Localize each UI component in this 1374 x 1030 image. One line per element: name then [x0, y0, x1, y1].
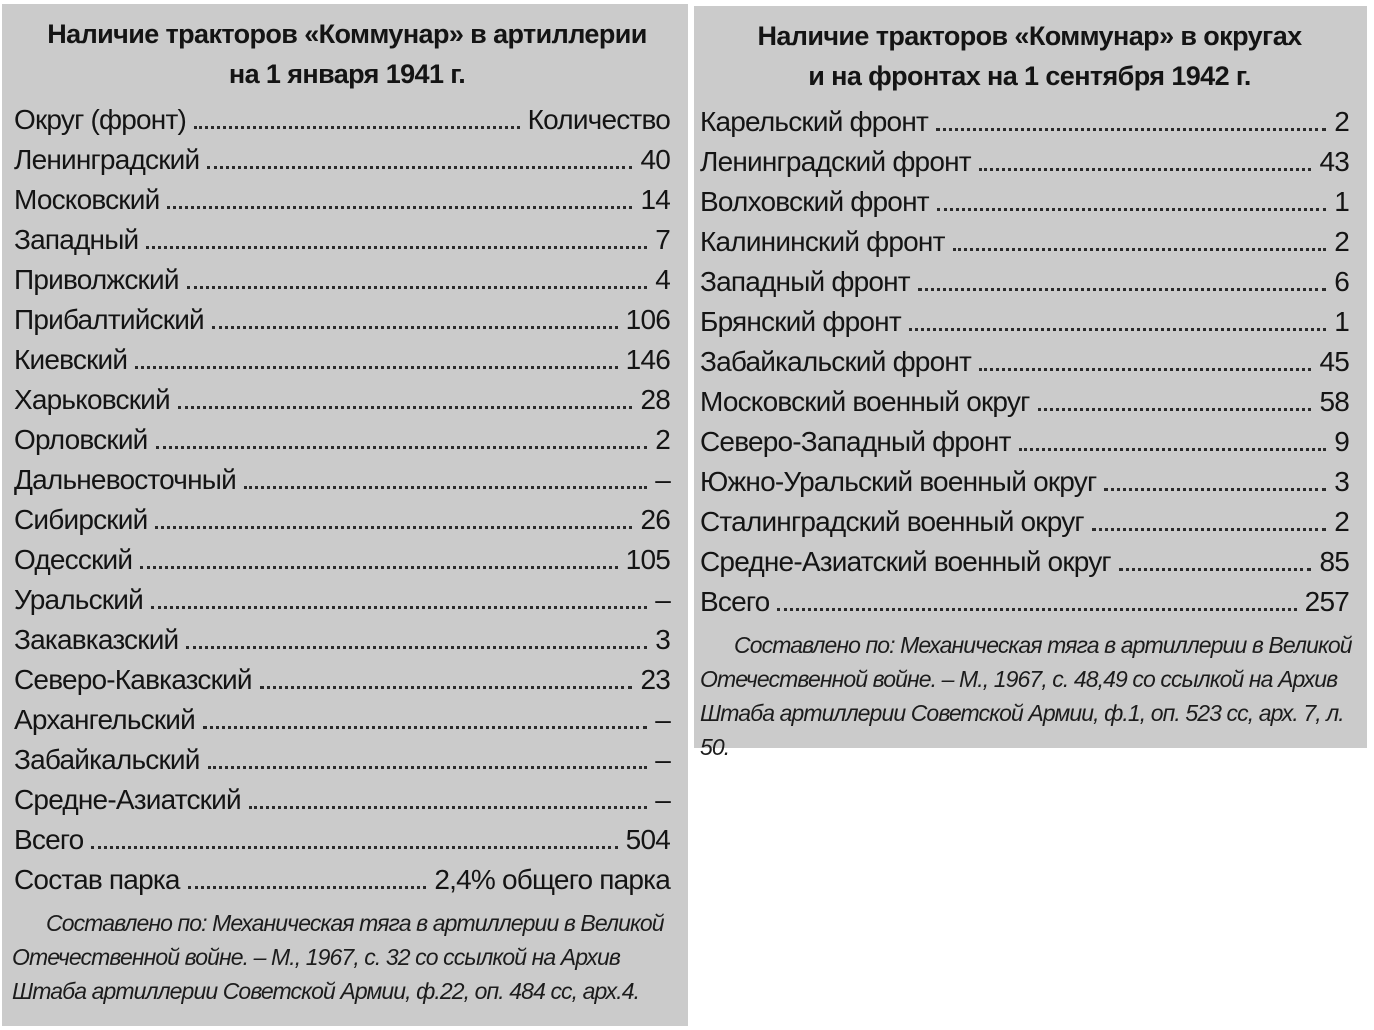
table-row	[700, 180, 1359, 220]
table-row	[14, 738, 680, 778]
table-row	[700, 420, 1359, 460]
dot-leader	[249, 806, 647, 809]
table-row	[700, 100, 1359, 140]
row-value: –	[655, 784, 670, 815]
dot-leader	[194, 126, 520, 129]
dot-leader	[187, 286, 648, 289]
row-label: Одесский	[14, 544, 133, 575]
table-row	[700, 300, 1359, 340]
row-value: 7	[655, 224, 670, 255]
table-row	[14, 178, 680, 218]
row-label: Волховский фронт	[700, 186, 929, 217]
table-row	[14, 98, 680, 138]
row-value: 45	[1319, 346, 1349, 377]
table-row	[700, 540, 1359, 580]
dot-leader	[186, 646, 647, 649]
row-value: 3	[655, 624, 670, 655]
dot-leader	[777, 608, 1296, 611]
row-value: 504	[625, 824, 670, 855]
dot-leader	[1104, 488, 1326, 491]
dot-leader	[909, 328, 1326, 331]
row-label: Забайкальский фронт	[700, 346, 972, 377]
row-value: 2	[655, 424, 670, 455]
row-label: Западный фронт	[700, 266, 910, 297]
row-value: 2	[1334, 506, 1349, 537]
left-table-source: Составлено по: Механическая тяга в артиллерии в Великой Отечественной войне. – М., 1967, с. 32 со ссылкой на Архив Штаба артиллерии Советской Армии, ф.22, оп. 484 сс, арх.4.	[12, 910, 664, 1004]
row-label: Харьковский	[14, 384, 170, 415]
dot-leader	[953, 248, 1327, 251]
dot-leader	[979, 368, 1311, 371]
row-label: Состав парка	[14, 864, 180, 895]
table-row	[14, 578, 680, 618]
table-row	[700, 460, 1359, 500]
table-row	[14, 258, 680, 298]
row-label: Киевский	[14, 344, 128, 375]
dot-leader	[203, 726, 647, 729]
row-value: 1	[1334, 186, 1349, 217]
table-row	[14, 458, 680, 498]
dot-leader	[155, 526, 632, 529]
dot-leader	[1038, 408, 1312, 411]
table-row	[14, 378, 680, 418]
row-value: –	[655, 704, 670, 735]
row-value: 28	[640, 384, 670, 415]
table-row	[14, 418, 680, 458]
row-value: 106	[625, 304, 670, 335]
table-row	[700, 260, 1359, 300]
row-value: 85	[1319, 546, 1349, 577]
row-value: 14	[640, 184, 670, 215]
table-row	[14, 218, 680, 258]
row-label: Всего	[14, 824, 84, 855]
row-label: Сталинградский военный округ	[700, 506, 1084, 537]
row-value: 257	[1304, 586, 1349, 617]
row-value: 2	[1334, 106, 1349, 137]
row-label: Московский	[14, 184, 160, 215]
dot-leader	[167, 206, 632, 209]
table-row	[700, 220, 1359, 260]
row-label: Дальневосточный	[14, 464, 236, 495]
left-table-title-line2: на 1 января 1941 г.	[228, 59, 466, 89]
row-label: Карельский фронт	[700, 106, 929, 137]
row-value: 105	[625, 544, 670, 575]
row-value: 2,4% общего парка	[434, 864, 670, 895]
row-value: 146	[625, 344, 670, 375]
dot-leader	[156, 446, 648, 449]
row-label: Брянский фронт	[700, 306, 901, 337]
row-value: 4	[655, 264, 670, 295]
row-label: Забайкальский	[14, 744, 200, 775]
table-row	[700, 380, 1359, 420]
table-row	[700, 140, 1359, 180]
row-value: 43	[1319, 146, 1349, 177]
row-label: Приволжский	[14, 264, 179, 295]
row-label: Сибирский	[14, 504, 148, 535]
table-row	[14, 818, 680, 858]
right-table-panel	[694, 6, 1367, 760]
table-row	[14, 298, 680, 338]
row-label: Всего	[700, 586, 770, 617]
dot-leader	[188, 886, 427, 889]
row-label: Прибалтийский	[14, 304, 204, 335]
row-value: –	[655, 584, 670, 615]
row-value: 23	[640, 664, 670, 695]
row-value: Количество	[527, 104, 670, 135]
table-row	[14, 858, 680, 898]
row-label: Северо-Западный фронт	[700, 426, 1011, 457]
row-label: Уральский	[14, 584, 143, 615]
dot-leader	[212, 326, 618, 329]
dot-leader	[244, 486, 647, 489]
table-row	[14, 618, 680, 658]
row-value: 1	[1334, 306, 1349, 337]
dot-leader	[1092, 528, 1326, 531]
dot-leader	[260, 686, 633, 689]
row-label: Средне-Азиатский военный округ	[700, 546, 1111, 577]
row-label: Средне-Азиатский	[14, 784, 241, 815]
row-label: Московский военный округ	[700, 386, 1030, 417]
row-label: Ленинградский	[14, 144, 200, 175]
dot-leader	[1019, 448, 1327, 451]
left-table-rows	[14, 98, 680, 898]
row-value: 40	[640, 144, 670, 175]
row-label: Округ (фронт)	[14, 104, 186, 135]
table-row	[14, 698, 680, 738]
right-table-source: Составлено по: Механическая тяга в артиллерии в Великой Отечественной войне. – М., 1967, с. 48,49 со ссылкой на Архив Штаба артиллерии Советской Армии, ф.1, оп. 523 сс, арх. 7, л. 50.	[700, 632, 1352, 760]
row-value: 2	[1334, 226, 1349, 257]
dot-leader	[146, 246, 647, 249]
left-table-title	[14, 14, 680, 94]
row-label: Орловский	[14, 424, 148, 455]
table-row	[700, 500, 1359, 540]
table-row	[14, 658, 680, 698]
row-label: Калининский фронт	[700, 226, 945, 257]
dot-leader	[207, 166, 632, 169]
right-table-title-line1: Наличие тракторов «Коммунар» в округах	[757, 21, 1302, 51]
table-row	[14, 138, 680, 178]
dot-leader	[979, 168, 1312, 171]
row-label: Южно-Уральский военный округ	[700, 466, 1097, 497]
dot-leader	[135, 366, 617, 369]
right-table-title-line2: и на фронтах на 1 сентября 1942 г.	[808, 61, 1251, 91]
row-value: 9	[1334, 426, 1349, 457]
row-label: Архангельский	[14, 704, 195, 735]
row-value: 26	[640, 504, 670, 535]
dot-leader	[918, 288, 1326, 291]
table-row	[14, 498, 680, 538]
dot-leader	[178, 406, 633, 409]
table-row	[14, 338, 680, 378]
row-label: Ленинградский фронт	[700, 146, 971, 177]
row-value: 6	[1334, 266, 1349, 297]
table-row	[14, 538, 680, 578]
row-value: 58	[1319, 386, 1349, 417]
left-table-panel	[2, 4, 688, 1026]
row-label: Закавказский	[14, 624, 179, 655]
right-table-rows	[700, 100, 1359, 620]
dot-leader	[937, 208, 1326, 211]
dot-leader	[936, 128, 1326, 131]
dot-leader	[1119, 568, 1312, 571]
table-row	[14, 778, 680, 818]
right-table-title	[700, 16, 1359, 96]
dot-leader	[140, 566, 617, 569]
table-row	[700, 580, 1359, 620]
row-value: –	[655, 744, 670, 775]
table-row	[700, 340, 1359, 380]
row-label: Западный	[14, 224, 139, 255]
row-value: 3	[1334, 466, 1349, 497]
dot-leader	[208, 766, 648, 769]
row-value: –	[655, 464, 670, 495]
left-table-title-line1: Наличие тракторов «Коммунар» в артиллерии	[47, 19, 647, 49]
dot-leader	[91, 846, 617, 849]
row-label: Северо-Кавказский	[14, 664, 252, 695]
dot-leader	[151, 606, 647, 609]
